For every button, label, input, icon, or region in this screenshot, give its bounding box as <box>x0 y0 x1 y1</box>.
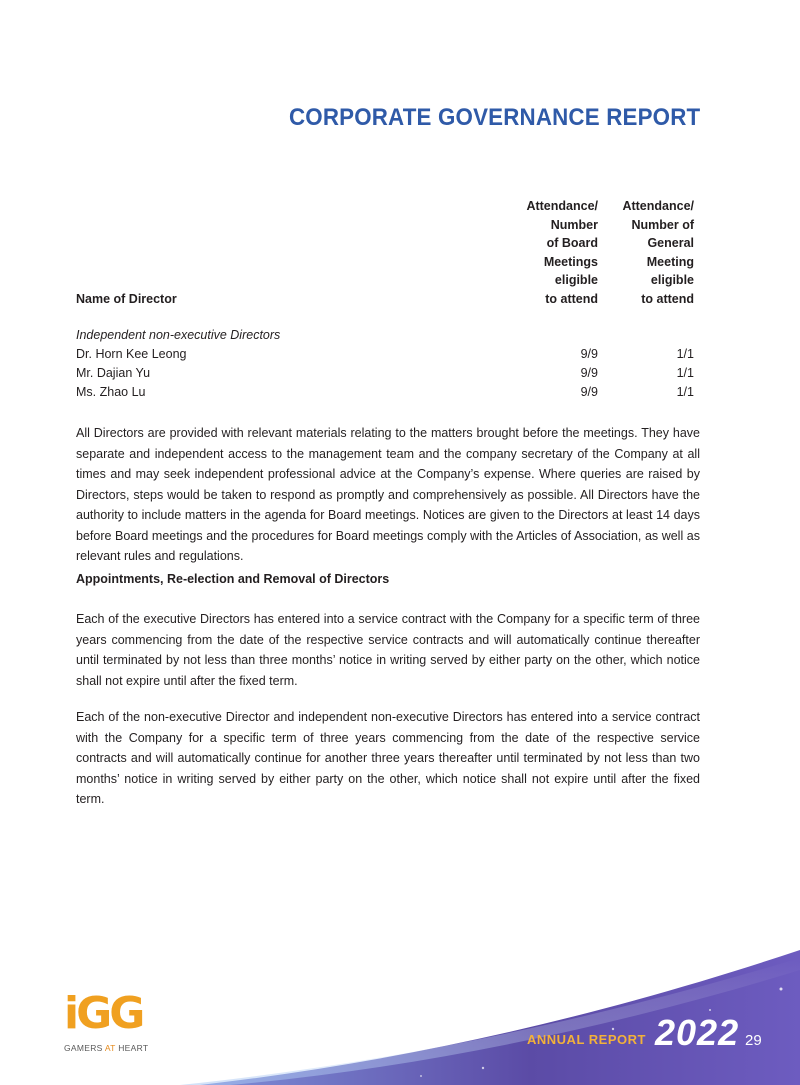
director-name: Mr. Dajian Yu <box>76 366 151 380</box>
section-label: Independent non-executive Directors <box>76 328 281 342</box>
header-line: Meetings <box>543 254 598 269</box>
header-line: General <box>647 236 694 250</box>
director-name: Dr. Horn Kee Leong <box>76 347 187 361</box>
tagline-part: GAMERS <box>64 1043 105 1053</box>
board-attendance: 9/9 <box>580 385 598 399</box>
table-header <box>76 196 696 308</box>
table-section-row <box>76 326 696 345</box>
director-name: Ms. Zhao Lu <box>76 385 146 399</box>
column-header-general-attendance <box>584 197 694 308</box>
column-header-name: Name of Director <box>76 292 177 306</box>
annual-report-label: ANNUAL REPORT <box>527 1032 646 1047</box>
table-row <box>76 383 696 402</box>
board-attendance: 9/9 <box>580 347 598 361</box>
page-number: 29 <box>745 1032 762 1049</box>
header-line: eligible <box>650 273 694 287</box>
header-line: Number <box>550 217 598 232</box>
general-attendance: 1/1 <box>676 385 694 399</box>
paragraph-executive-contracts: Each of the executive Directors has entered into a service contract with the Company for a specific term of three years commencing from the date of the respective service contracts and will automatically continue thereafter until terminated by not less than three months’ notice in writing served by either party on the other, which notice shall not expire until after the fixed term. <box>76 612 700 688</box>
page-title: CORPORATE GOVERNANCE REPORT <box>288 104 700 131</box>
header-line: eligible <box>554 273 598 287</box>
header-line: to attend <box>641 291 694 306</box>
tagline-accent: AT <box>104 1043 116 1053</box>
board-attendance: 9/9 <box>580 366 598 380</box>
paragraph-director-materials: All Directors are provided with relevant materials relating to the matters brought before the meetings. They have separate and independent access to the management team and the company secretary of the Company at all times and may seek independent professional advice at the Company’s expense. Where queries are raised by Directors, steps would be taken to respond as promptly and comprehensively as possible. All Directors have the authority to include matters in the agenda for Board meetings. Notices are given to the Directors at least 14 days before Board meetings and the procedures for Board meetings comply with the Articles of Association, as well as relevant rules and regulations. <box>76 426 700 563</box>
header-line: to attend <box>545 291 598 306</box>
company-logo <box>60 986 165 1056</box>
general-attendance: 1/1 <box>676 347 694 361</box>
logo-wordmark: iGG <box>64 988 143 1039</box>
header-line: Number of <box>631 217 694 232</box>
header-line: Attendance/ <box>526 199 598 213</box>
section-heading-appointments: Appointments, Re-election and Removal of Directors <box>76 572 390 586</box>
table-row <box>76 345 696 364</box>
logo-tagline <box>64 1043 148 1053</box>
annual-report-year: 2022 <box>655 1012 740 1053</box>
attendance-table-body <box>76 326 696 402</box>
table-row <box>76 364 696 383</box>
paragraph-non-executive-contracts: Each of the non-executive Director and independent non-executive Directors has entered into a service contract with the Company for a specific term of three years commencing from the date of the respective service contracts and will automatically continue for another three years thereafter until terminated by not less than two months’ notice in writing served by either party on the other, which notice shall not expire until after the fixed term. <box>76 710 700 806</box>
header-line: of Board <box>546 236 598 250</box>
general-attendance: 1/1 <box>676 366 694 380</box>
column-header-board-attendance <box>488 197 598 308</box>
header-line: Meeting <box>646 254 694 269</box>
header-line: Attendance/ <box>622 199 694 213</box>
tagline-part: HEART <box>115 1043 149 1053</box>
